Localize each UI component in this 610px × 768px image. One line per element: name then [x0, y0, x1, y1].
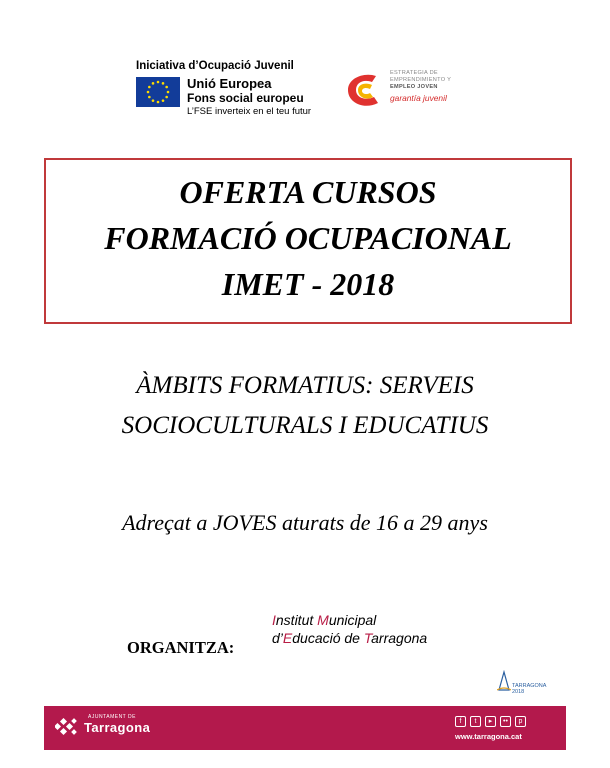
eu-flag-icon	[136, 77, 180, 107]
eu-fund-label: Fons social europeu	[187, 91, 304, 105]
eu-initiative-title: Iniciativa d’Ocupació Juvenil	[136, 60, 294, 72]
flickr-icon[interactable]: ••	[500, 716, 511, 727]
title-box	[44, 158, 572, 324]
garantia-line-2: EMPRENDIMIENTO Y	[390, 77, 452, 83]
audience-text: Adreçat a JOVES aturats de 16 a 29 anys	[122, 510, 488, 535]
garantia-subtitle: garantía juvenil	[390, 93, 447, 103]
footer-url[interactable]: www.tarragona.cat	[455, 732, 522, 741]
ambits-line-1: ÀMBITS FORMATIUS: SERVEIS	[136, 372, 474, 399]
eu-union-label: Unió Europea	[187, 76, 272, 91]
facebook-icon[interactable]: f	[455, 716, 466, 727]
title-line-1: OFERTA CURSOS	[179, 174, 437, 210]
garantia-juvenil-logo	[342, 70, 472, 110]
ambits-line-2: SOCIOCULTURALS I EDUCATIUS	[121, 412, 489, 439]
organizer-label: ORGANITZA:	[127, 638, 235, 657]
youtube-icon[interactable]: ▸	[485, 716, 496, 727]
tarragona-2018-icon	[497, 670, 511, 692]
tarragona-logo-icon	[55, 718, 77, 736]
pinterest-icon[interactable]: p	[515, 716, 526, 727]
imet-name-line-2: d’Educació de Tarragona	[272, 630, 428, 646]
footer-ajuntament: AJUNTAMENT DE	[88, 714, 136, 720]
footer-bar	[44, 706, 566, 750]
imet-name-line-1: Institut Municipal	[272, 612, 377, 628]
title-line-2: FORMACIÓ OCUPACIONAL	[104, 220, 512, 256]
twitter-icon[interactable]: t	[470, 716, 481, 727]
eu-slogan: L’FSE inverteix en el teu futur	[187, 106, 312, 117]
garantia-juvenil-icon	[342, 70, 386, 108]
garantia-line-1: ESTRATEGIA DE	[390, 70, 438, 76]
eu-logo-block	[136, 60, 336, 120]
footer-city-name: Tarragona	[84, 720, 151, 735]
tarragona-2018-label: TARRAGONA 2018	[512, 683, 547, 695]
title-line-3: IMET - 2018	[221, 266, 395, 302]
garantia-line-3: EMPLEO JOVEN	[390, 84, 438, 90]
